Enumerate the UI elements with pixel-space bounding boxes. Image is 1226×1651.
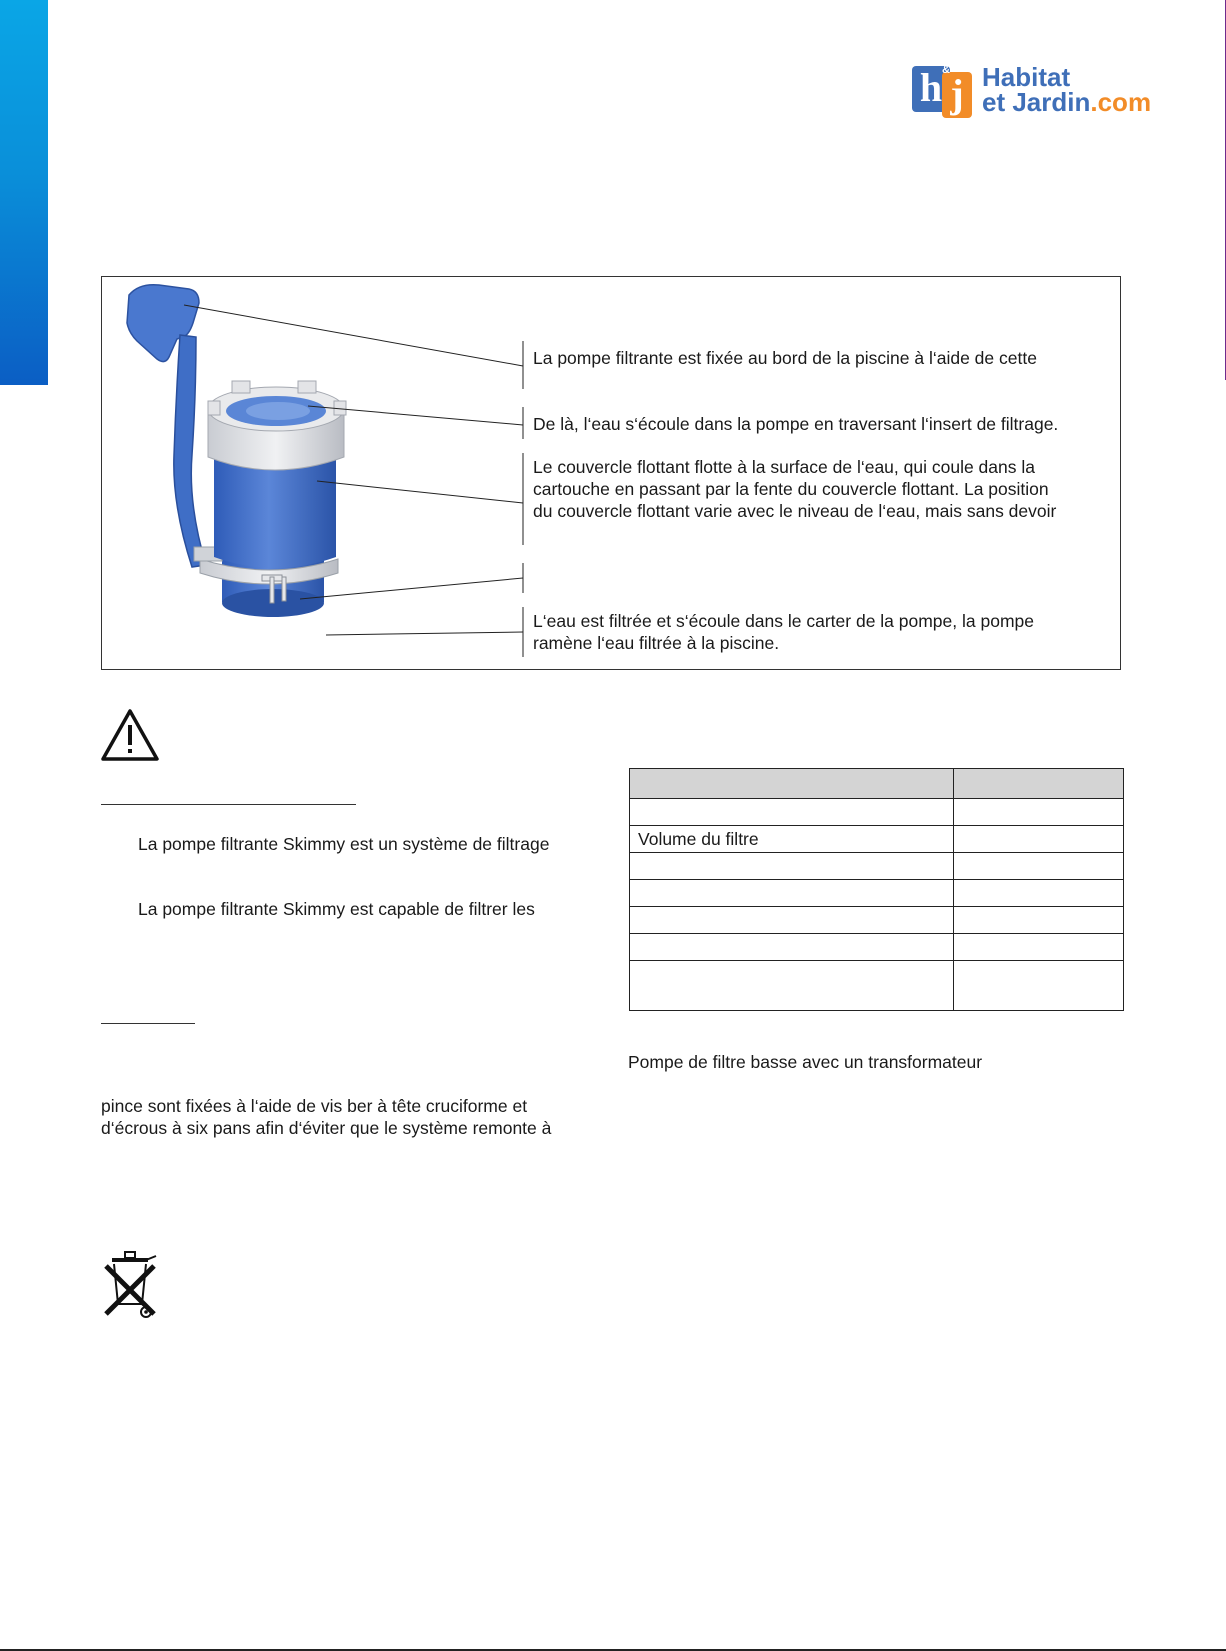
logo-j-letter: j [942,72,972,118]
callout-2-line: De là, l‘eau s‘écoule dans la pompe en traversant l‘insert de filtrage. [533,414,1059,434]
spec-header-cell-2 [954,769,1124,799]
spec-value [954,880,1124,907]
spec-value [954,907,1124,934]
spec-label [630,961,954,1011]
spec-label [630,853,954,880]
spec-value [954,799,1124,826]
logo-text-suffix: .com [1090,87,1152,117]
callout-5-line-2: ramène l‘eau filtrée à la piscine. [533,633,780,653]
logo-text-line2 [982,89,1151,115]
callout-1-line: La pompe filtrante est fixée au bord de la piscine à l‘aide de cette [533,348,1037,368]
paragraph-capacity: La pompe filtrante Skimmy est capable de filtrer les [138,899,535,919]
spec-value [954,961,1124,1011]
callout-1 [533,347,1113,369]
logo-h-letter: h [912,66,950,112]
callout-3-line-2: cartouche en passant par la fente du couvercle flottant. La position [533,479,1049,499]
spec-label [630,880,954,907]
warning-triangle-icon [100,708,160,762]
section-rule-2 [101,1023,195,1024]
spec-label: Volume du filtre [630,826,954,853]
paragraph-mounting-line-2: d‘écrous à six pans afin d‘éviter que le système remonte à [101,1118,552,1138]
paragraph-mounting-line-1: pince sont fixées à l‘aide de vis ber à tête cruciforme et [101,1096,528,1116]
spec-table-header [630,769,1124,799]
spec-header-cell-1 [630,769,954,799]
table-row [630,907,1124,934]
paragraph-intro: La pompe filtrante Skimmy est un système de filtrage [138,834,550,854]
logo-text-main: et Jardin [982,87,1091,117]
section-rule-1 [101,804,356,805]
logo-ampersand: & [942,64,950,76]
brand-logo[interactable] [912,64,1162,120]
logo-mark [912,66,978,116]
callout-3 [533,456,1113,522]
table-note: Pompe de filtre basse avec un transformateur [628,1052,983,1072]
spec-table [629,768,1124,1011]
side-accent-bar [0,0,48,385]
spec-label [630,799,954,826]
crossed-out-bin-icon [100,1248,162,1320]
pump-diagram [101,276,1121,670]
spec-value [954,853,1124,880]
callout-2 [533,413,1113,435]
spec-label [630,934,954,961]
callout-3-line-1: Le couvercle flottant flotte à la surface de l‘eau, qui coule dans la [533,457,1035,477]
spec-label [630,907,954,934]
table-row [630,826,1124,853]
spec-value [954,826,1124,853]
table-row [630,799,1124,826]
callout-5 [533,610,1113,654]
logo-text-line1: Habitat [982,62,1071,92]
table-row [630,853,1124,880]
table-row [630,934,1124,961]
table-row [630,880,1124,907]
spec-value [954,934,1124,961]
callout-3-line-3: du couvercle flottant varie avec le niveau de l‘eau, mais sans devoir [533,501,1057,521]
callout-5-line-1: L‘eau est filtrée et s‘écoule dans le carter de la pompe, la pompe [533,611,1034,631]
table-row [630,961,1124,1011]
